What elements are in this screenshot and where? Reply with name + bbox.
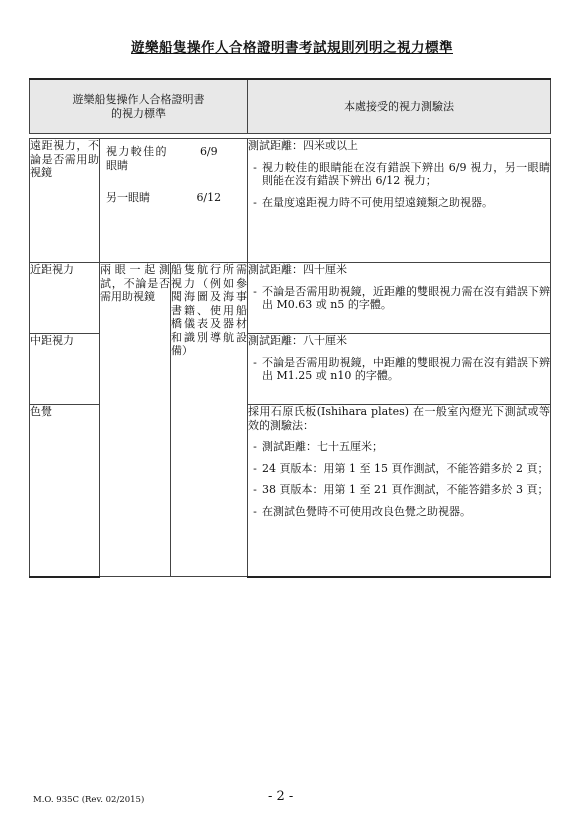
header-left-line-1: 遊樂船隻操作人合格證明書 [72,93,205,106]
distance-test-distance: 測試距離：四米或以上 [248,139,359,152]
middle-label: 中距視力 [30,334,100,405]
colour-label: 色覺 [30,405,100,577]
list-item: - 24 頁版本：用第 1 至 15 頁作測試，不能答錯多於 2 頁； [253,461,549,475]
list-item: - 視力較佳的眼睛能在沒有錯誤下辨出 6/9 視力，另一眼睛則能在沒有錯誤下辨出 6/12 視力； [253,160,551,187]
both-eyes-note: 兩眼一起測試，不論是否需用助視鏡 [100,263,171,577]
header-left [30,79,248,134]
list-item: - 測試距離：七十五厘米； [253,440,384,453]
page-title: 遊樂船隻操作人合格證明書考試規則列明之視力標準 [131,40,453,56]
table-row-distance [30,139,551,263]
table-row-near [30,263,551,334]
table-header-row [30,79,551,134]
distance-label: 遠距視力，不論是否需用助視鏡 [30,139,100,263]
distance-test-method [248,139,551,263]
better-eye-label: 視力較佳的眼睛 [106,145,167,172]
list-item: - 在測試色覺時不可使用改良色覺之助視器。 [253,504,472,518]
navigation-note: 船隻航行所需視力（例如參閱海圖及海事書籍、使用船橋儀表及器材和識別導航設備） [171,263,248,577]
better-eye-value: 6/9 [199,145,218,158]
colour-test-method [248,405,551,577]
page-number: - 2 - [268,789,294,804]
other-eye-value: 6/12 [196,191,222,204]
form-reference: M.O. 935C (Rev. 02/2015) [33,795,145,805]
near-test-method: 測試距離：四十厘米 - 不論是否需用助視鏡，近距離的雙眼視力需在沒有錯誤下辨出 M0.63 或 n5 的字體。 [248,263,551,334]
list-item: - 不論是否需用助視鏡，中距離的雙眼視力需在沒有錯誤下辨出 M1.25 或 n10 的字體。 [253,355,551,382]
list-item: - 38 頁版本：用第 1 至 21 頁作測試，不能答錯多於 3 頁； [253,483,549,496]
colour-intro: 採用石原氏板(Ishihara plates) 在一般室內燈光下測試或等效的測驗法： [248,405,551,432]
other-eye-label: 另一眼睛 [106,191,150,204]
vision-standards-table [29,78,551,578]
header-left-line-2: 的視力標準 [111,106,166,120]
list-item: - 在量度遠距視力時不可使用望遠鏡類之助視器。 [253,195,494,209]
distance-standard [100,139,248,263]
header-right: 本處接受的視力測驗法 [248,79,551,134]
middle-test-method: 測試距離：八十厘米 - 不論是否需用助視鏡，中距離的雙眼視力需在沒有錯誤下辨出 M1.25 或 n10 的字體。 [248,334,551,405]
list-item: - 不論是否需用助視鏡，近距離的雙眼視力需在沒有錯誤下辨出 M0.63 或 n5 的字體。 [253,284,551,311]
near-label: 近距視力 [30,263,100,334]
